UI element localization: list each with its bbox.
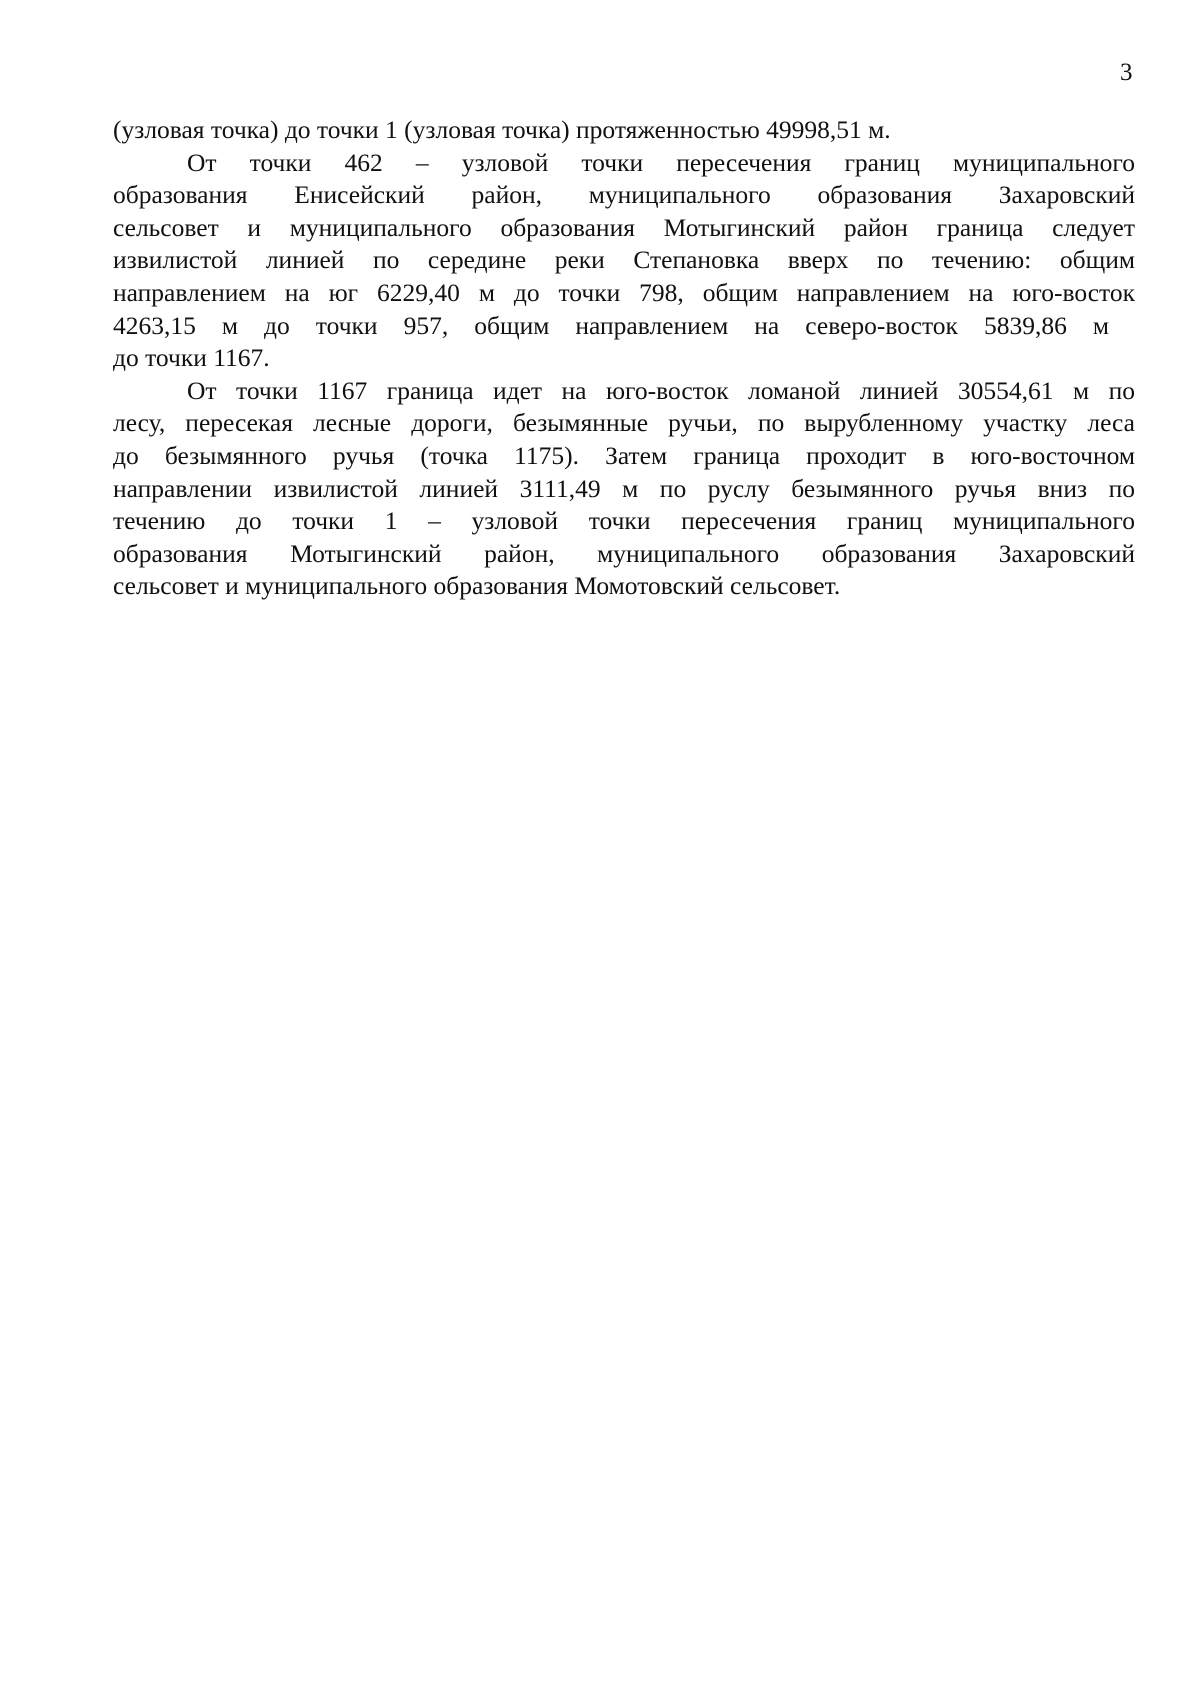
text-line: направлением на юг 6229,40 м до точки 798, общим направлением на юго-восток [113,277,1135,307]
paragraph-point-462 [113,147,1135,375]
text-line: 4263,15 м до точки 957, общим направлением на северо-восток 5839,86 м [113,310,1109,340]
text-line: (узловая точка) до точки 1 (узловая точка) протяженностью 49998,51 м. [113,115,891,144]
text-line: течению до точки 1 – узловой точки пересечения границ муниципального [113,506,1135,536]
text-line: до точки 1167. [113,343,270,373]
text-line: направлении извилистой линией 3111,49 м по руслу безымянного ручья вниз по [113,473,1135,503]
document-body [113,114,1135,603]
text-line: образования Мотыгинский район, муниципального образования Захаровский [113,538,1135,568]
text-line: сельсовет и муниципального образования Мотыгинский район граница следует [113,212,1135,242]
paragraph-point-1167 [113,375,1135,603]
paragraph-continuation [113,114,1135,147]
text-line: От точки 1167 граница идет на юго-восток ломаной линией 30554,61 м по [187,375,1135,405]
text-line: лесу, пересекая лесные дороги, безымянные ручьи, по вырубленному участку леса [113,408,1135,438]
text-line: сельсовет и муниципального образования Момотовский сельсовет. [113,571,841,601]
text-line: извилистой линией по середине реки Степановка вверх по течению: общим [113,245,1135,275]
text-line: до безымянного ручья (точка 1175). Затем граница проходит в юго-восточном [113,440,1135,470]
text-line: образования Енисейский район, муниципального образования Захаровский [113,180,1135,210]
page-number: 3 [1120,59,1133,86]
text-line: От точки 462 – узловой точки пересечения границ муниципального [187,147,1135,177]
